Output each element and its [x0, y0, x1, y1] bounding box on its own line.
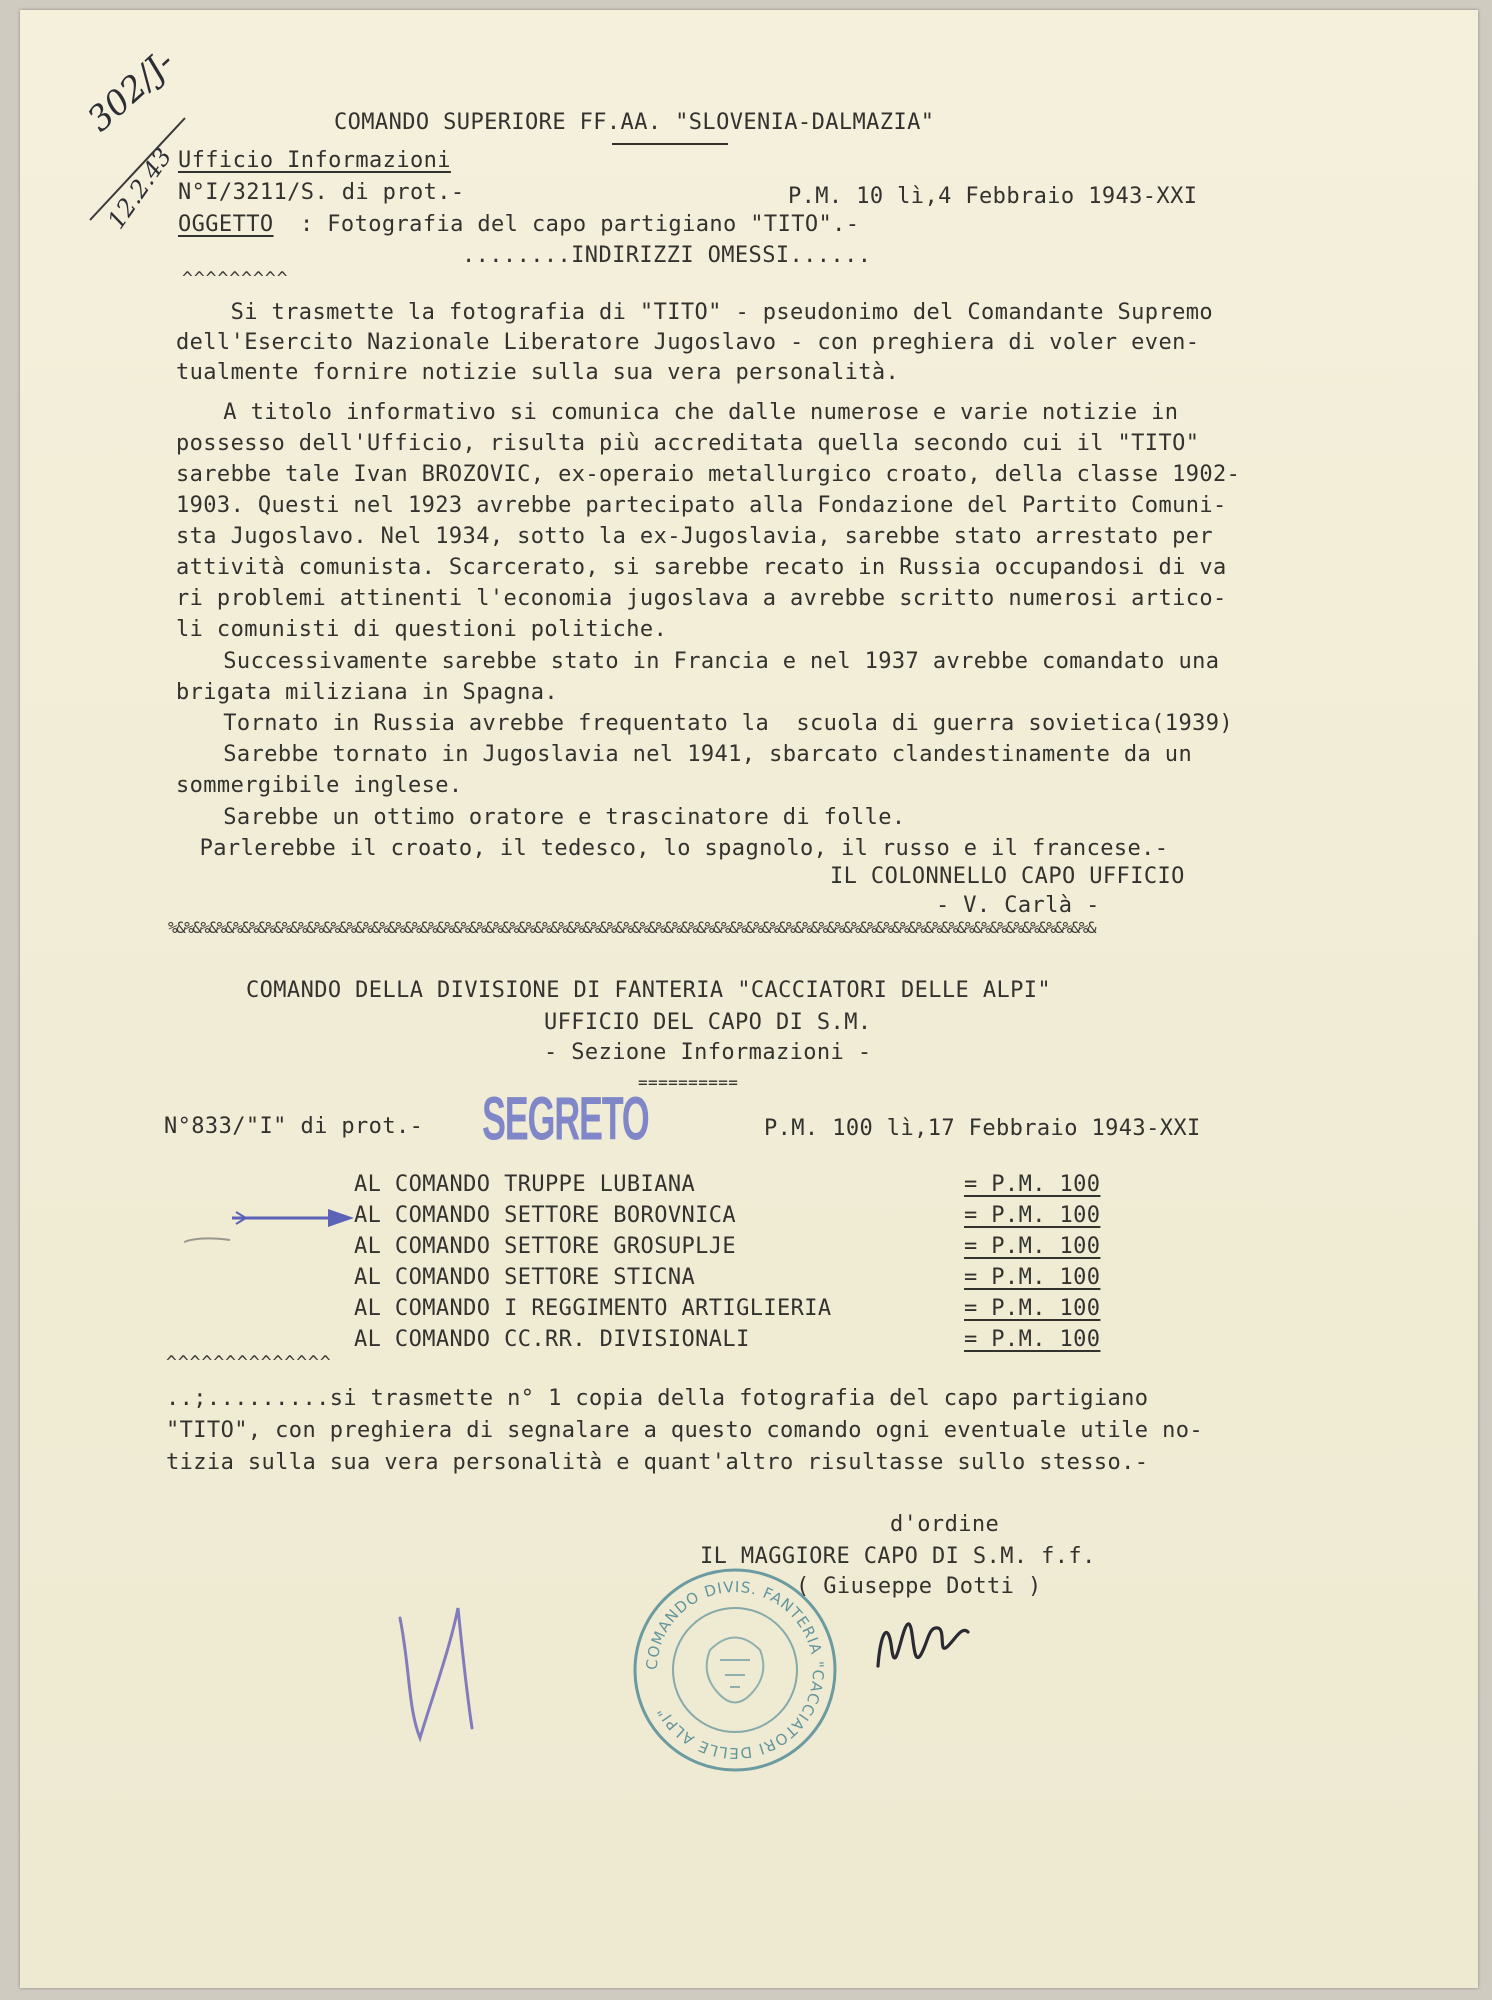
body-line: li comunisti di questioni politiche. — [176, 617, 668, 642]
second-signer-title: IL MAGGIORE CAPO DI S.M. f.f. — [700, 1544, 1096, 1569]
second-signer-name: ( Giuseppe Dotti ) — [796, 1574, 1042, 1599]
second-carets: ^^^^^^^^^^^^^^ — [166, 1352, 332, 1373]
protocol-number: N°I/3211/S. di prot.- — [178, 180, 465, 205]
section-separator: %&%&%&%&%&%&%&%&%&%&%&%&%&%&%&%&%&%&%&%&%&%&%&%&%&%&%&%&%&%&%&%&%&%&%&%&%&%&%&%&%&%&%&%&%&%&%&%&%&%&%&%&%&%&%&%&%& — [168, 918, 1096, 937]
second-place-date: P.M. 100 lì,17 Febbraio 1943-XXI — [764, 1116, 1201, 1141]
distribution-recipient: AL COMANDO SETTORE GROSUPLJE — [354, 1234, 737, 1259]
second-body-line: "TITO", con preghiera di segnalare a questo comando ogni eventuale utile no- — [166, 1418, 1204, 1443]
body-line: sarebbe tale Ivan BROZOVIC, ex-operaio metallurgico croato, della classe 1902- — [176, 462, 1241, 487]
distribution-recipient: AL COMANDO I REGGIMENTO ARTIGLIERIA — [354, 1296, 832, 1321]
body-line: tualmente fornire notizie sulla sua vera personalità. — [176, 360, 900, 385]
second-equals: ========== — [638, 1073, 739, 1092]
body-line: 1903. Questi nel 1923 avrebbe partecipato alla Fondazione del Partito Comuni- — [176, 493, 1227, 518]
distribution-recipient: AL COMANDO CC.RR. DIVISIONALI — [354, 1327, 750, 1352]
body-line: brigata miliziana in Spagna. — [176, 680, 559, 705]
order-text: d'ordine — [890, 1512, 1000, 1537]
distribution-recipient: AL COMANDO SETTORE STICNA — [354, 1265, 696, 1290]
body-line: attività comunista. Scarcerato, si sarebbe recato in Russia occupandosi di va — [176, 555, 1227, 580]
margin-stroke-icon — [70, 100, 190, 230]
second-command: COMANDO DELLA DIVISIONE DI FANTERIA "CACCIATORI DELLE ALPI" — [246, 978, 1052, 1003]
margin-note-protocol: 302/J- — [80, 42, 183, 140]
header-carets: ^^^^^^^^^ — [182, 268, 289, 289]
body-line: possesso dell'Ufficio, risulta più accreditata quella secondo cui il "TITO" — [176, 431, 1200, 456]
first-signer-name: - V. Carlà - — [936, 893, 1100, 918]
margin-note-date: 12.2.43 — [102, 142, 178, 235]
first-signer-title: IL COLONNELLO CAPO UFFICIO — [830, 864, 1185, 889]
addresses-omitted: ........INDIRIZZI OMESSI...... — [462, 243, 872, 268]
pencil-initial — [380, 1588, 500, 1758]
subject-label: OGGETTO — [178, 212, 274, 237]
header-underline — [612, 142, 732, 146]
second-section: - Sezione Informazioni - — [544, 1040, 872, 1065]
distribution-pm: = P.M. 100 — [964, 1203, 1101, 1228]
body-line: A titolo informativo si comunica che dalle numerose e varie notizie in — [196, 400, 1179, 425]
second-protocol: N°833/"I" di prot.- — [164, 1114, 424, 1139]
distribution-pm: = P.M. 100 — [964, 1234, 1101, 1259]
body-line: Sarebbe un ottimo oratore e trascinatore di folle. — [196, 805, 906, 830]
place-date: P.M. 10 lì,4 Febbraio 1943-XXI — [788, 184, 1198, 209]
body-line: dell'Esercito Nazionale Liberatore Jugoslavo - con preghiera di voler even- — [176, 330, 1200, 355]
second-office: UFFICIO DEL CAPO DI S.M. — [544, 1010, 872, 1035]
body-line: Tornato in Russia avrebbe frequentato la scuola di guerra sovietica(1939) — [196, 711, 1234, 736]
body-line: Parlerebbe il croato, il tedesco, lo spagnolo, il russo e il francese.- — [186, 836, 1169, 861]
distribution-pm: = P.M. 100 — [964, 1172, 1101, 1197]
second-body-line: ..;.........si trasmette n° 1 copia della fotografia del capo partigiano — [166, 1386, 1149, 1411]
pencil-mark-icon — [180, 1232, 240, 1248]
body-line: ri problemi attinenti l'economia jugoslava a avrebbe scritto numerosi artico- — [176, 586, 1227, 611]
body-line: sta Jugoslavo. Nel 1934, sotto la ex-Jugoslavia, sarebbe stato arrestato per — [176, 524, 1214, 549]
header-command: COMANDO SUPERIORE FF.AA. "SLOVENIA-DALMAZIA" — [334, 110, 935, 135]
round-seal — [630, 1565, 840, 1775]
seal-text: COMANDO DIVIS. FANTERIA "CACCIATORI DELLE ALPI" — [642, 1577, 828, 1763]
signature-dotti — [868, 1596, 978, 1686]
distribution-pm: = P.M. 100 — [964, 1327, 1101, 1352]
second-body-line: tizia sulla sua vera personalità e quant'altro risultasse sullo stesso.- — [166, 1450, 1149, 1475]
distribution-pm: = P.M. 100 — [964, 1265, 1101, 1290]
secret-stamp-text: SEGRETO — [482, 1085, 649, 1154]
arrow-icon — [230, 1205, 360, 1231]
distribution-pm: = P.M. 100 — [964, 1296, 1101, 1321]
subject-text: : Fotografia del capo partigiano "TITO".- — [300, 212, 860, 237]
body-line: Sarebbe tornato in Jugoslavia nel 1941, sbarcato clandestinamente da un — [196, 742, 1193, 767]
body-line: sommergibile inglese. — [176, 773, 463, 798]
office-name: Ufficio Informazioni — [178, 148, 451, 173]
body-line: Si trasmette la fotografia di "TITO" - pseudonimo del Comandante Supremo — [176, 300, 1214, 325]
svg-text:COMANDO DIVIS. FANTERIA "CACCI — [643, 1578, 827, 1762]
body-line: Successivamente sarebbe stato in Francia e nel 1937 avrebbe comandato una — [196, 649, 1220, 674]
secret-stamp — [482, 1084, 672, 1152]
distribution-recipient: AL COMANDO SETTORE BOROVNICA — [354, 1203, 737, 1228]
distribution-recipient: AL COMANDO TRUPPE LUBIANA — [354, 1172, 696, 1197]
